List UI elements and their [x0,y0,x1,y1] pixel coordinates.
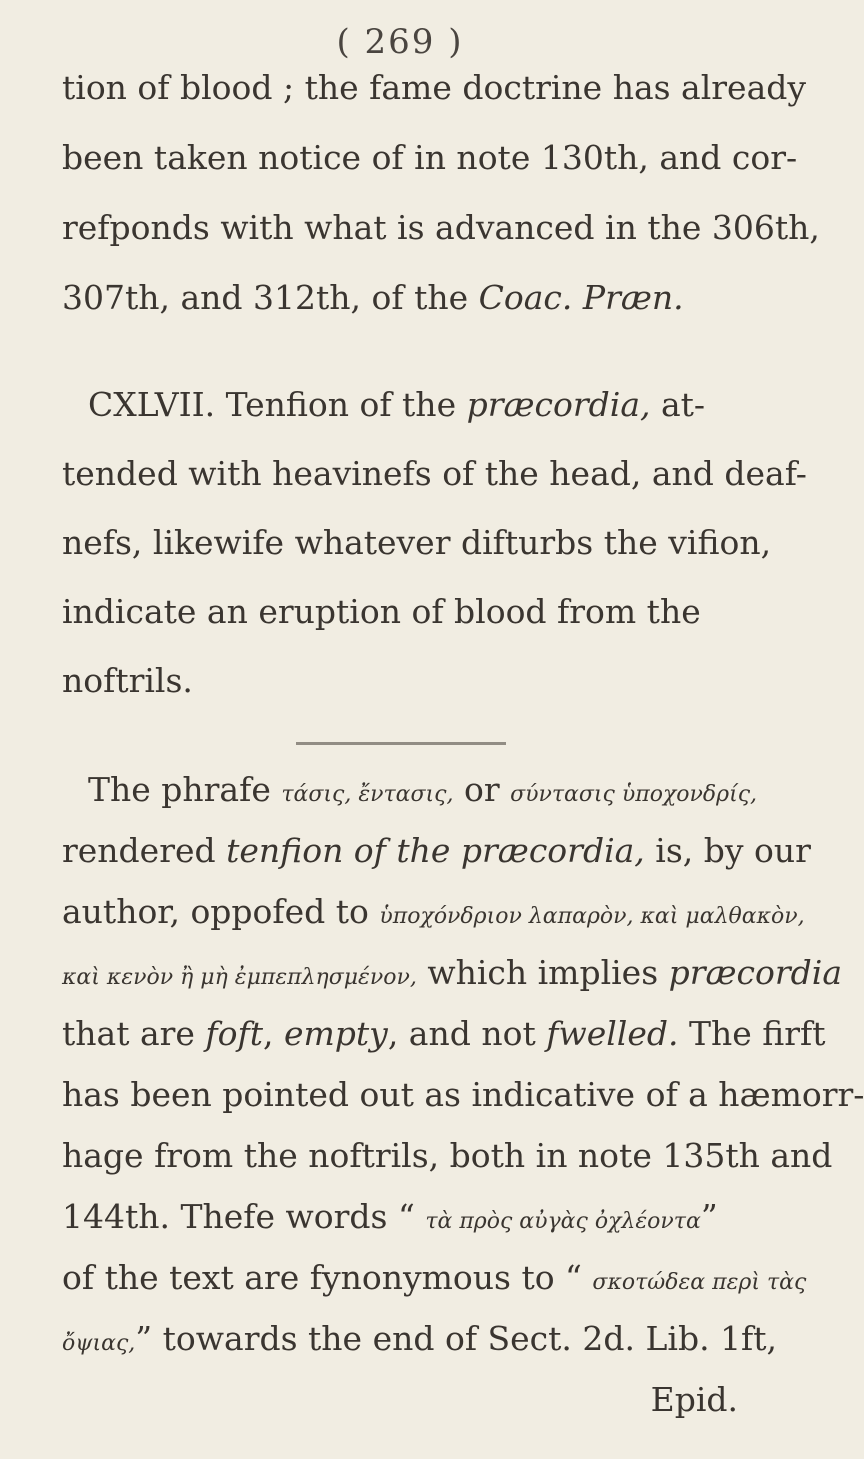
page-number: ( 269 ) [336,22,464,62]
text-line: 144th. Thefe words “ τὰ πρὸς αὐγὰς ὀχλέοντα” [62,1197,718,1236]
text-line: that are foft, empty, and not fwelled. The firft [62,1014,826,1053]
text-line: The phrafe τάσις, ἔντασις, or σύντασις ὑποχονδρίς, [88,770,758,809]
text-line: CXLVII. Tenfion of the præcordia, at- [88,385,706,424]
text-line: 307th, and 312th, of the Coac. Præn. [62,278,684,317]
text-line: of the text are fynonymous to “ σκοτώδεα περὶ τὰς [62,1258,807,1297]
text-line: tended with heavinefs of the head, and deaf- [62,454,807,493]
text-line: nefs, likewife whatever difturbs the vifion, [62,523,772,562]
text-line: has been pointed out as indicative of a hæmorr- [62,1075,864,1114]
text-line: been taken notice of in note 130th, and cor- [62,138,798,177]
text-line: indicate an eruption of blood from the [62,592,701,631]
text-line: Epid. [650,1380,738,1419]
text-line: refponds with what is advanced in the 306th, [62,208,820,247]
text-line: noftrils. [62,661,193,700]
text-line: tion of blood ; the fame doctrine has already [62,68,807,107]
text-line: καὶ κενὸν ἢ μὴ ἐμπεπλησμένον, which implies præcordia [62,953,843,992]
text-line: rendered tenfion of the præcordia, is, by our [62,831,811,870]
section-divider [296,742,506,745]
text-line: author, oppofed to ὑποχόνδριον λαπαρὸν, καὶ μαλθακὸν, [62,892,805,931]
text-line: hage from the noftrils, both in note 135th and [62,1136,833,1175]
text-line: ὄψιας,” towards the end of Sect. 2d. Lib. 1ft, [62,1319,778,1358]
